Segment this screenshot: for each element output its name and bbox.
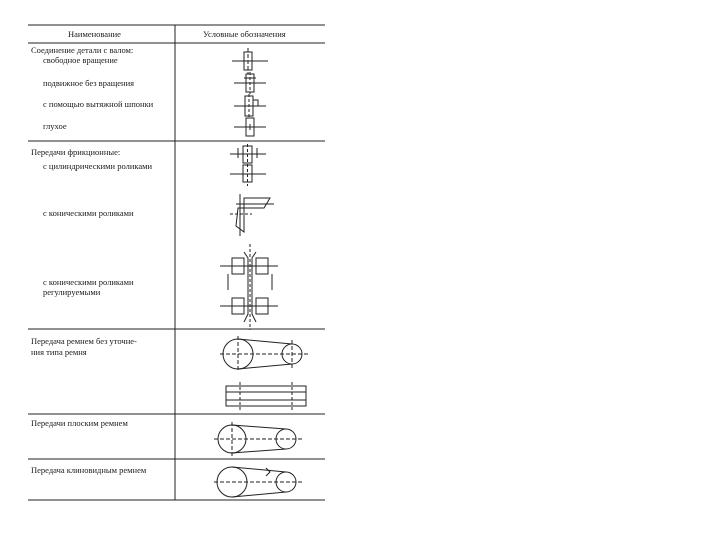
- row-text: с помощью вытяжной шпонки: [43, 99, 154, 109]
- row-text: Передачи плоским ремнем: [31, 418, 128, 428]
- row-text: Передача клиновидным ремнем: [31, 465, 147, 475]
- adjustable-conical-rollers-symbol: [218, 244, 280, 330]
- belt-drive-symbol: [220, 336, 310, 372]
- belt-side-view-symbol: [224, 382, 308, 410]
- row-text: Соединение детали с валом:: [31, 45, 134, 55]
- free-rotation-symbol: [230, 48, 270, 74]
- row-text: регулируемыми: [43, 287, 101, 297]
- row-text: с коническими роликами: [43, 277, 134, 287]
- row-text: подвижное без вращения: [43, 78, 135, 88]
- sliding-symbol: [232, 72, 268, 94]
- v-belt-symbol: [214, 464, 306, 500]
- header-name: Наименование: [68, 29, 121, 39]
- pull-key-symbol: [232, 94, 268, 118]
- row-text: ния типа ремня: [31, 347, 87, 357]
- row-text: Передача ремнем без уточне-: [31, 336, 137, 346]
- cylindrical-rollers-symbol: [228, 144, 268, 186]
- conical-rollers-symbol: [222, 192, 278, 236]
- row-text: свободное вращение: [43, 55, 118, 65]
- flat-belt-symbol: [214, 422, 306, 456]
- row-text: Передачи фрикционные:: [31, 147, 121, 157]
- rigid-symbol: [232, 116, 268, 138]
- row-text: с цилиндрическими роликами: [43, 161, 153, 171]
- row-text: глухое: [43, 121, 67, 131]
- header-symbol: Условные обозначения: [203, 29, 286, 39]
- row-text: с коническими роликами: [43, 208, 134, 218]
